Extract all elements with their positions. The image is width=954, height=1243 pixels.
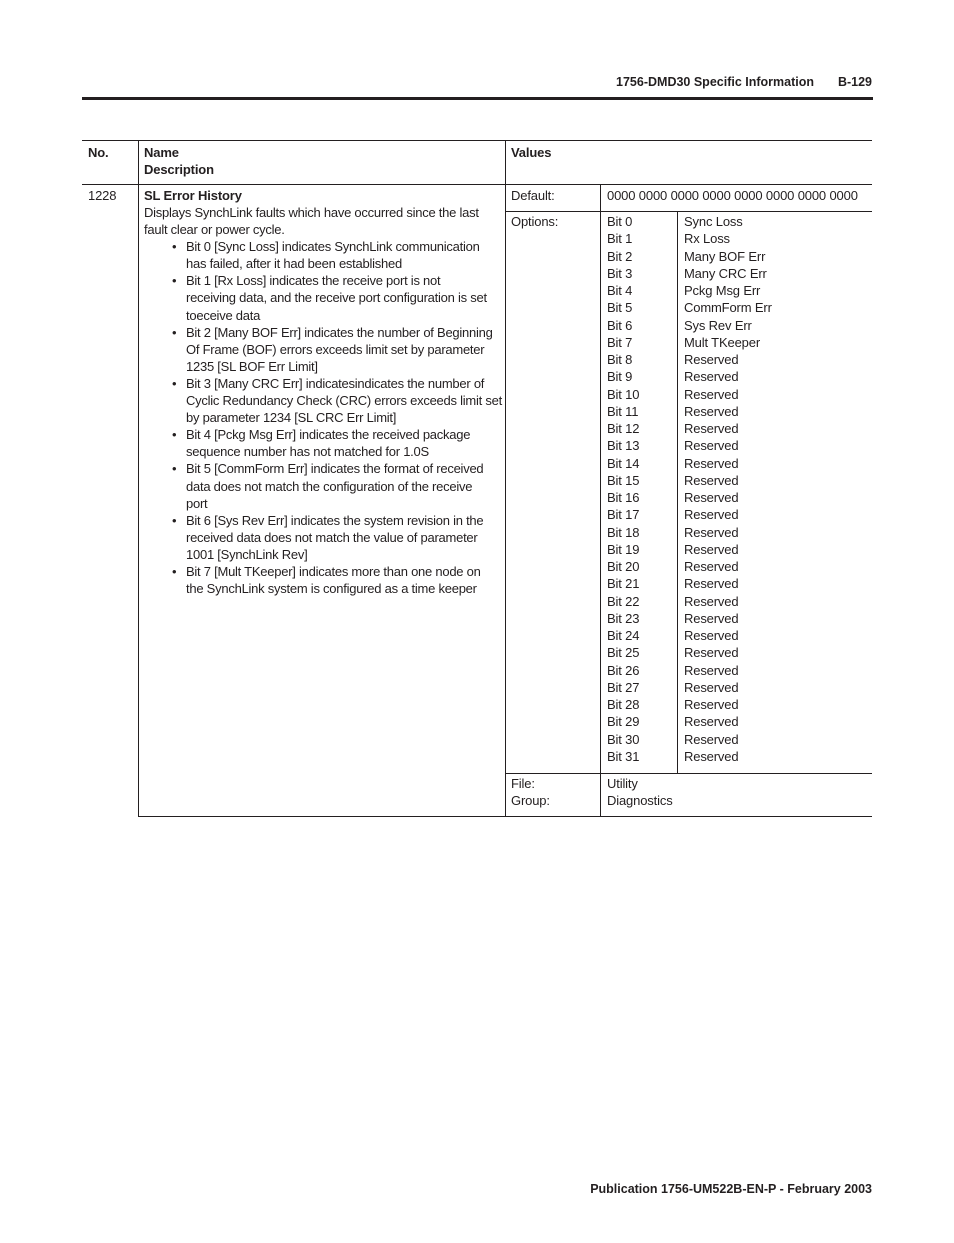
bit-name: Reserved — [684, 714, 739, 730]
col-divider-bits — [677, 211, 678, 773]
bit-name: Reserved — [684, 507, 739, 523]
bit-number: Bit 0 — [607, 214, 633, 229]
list-item-line: has failed, after it had been established — [186, 256, 402, 272]
bit-number: Bit 11 — [607, 403, 639, 419]
list-item-line: 1001 [SynchLink Rev] — [186, 546, 308, 562]
bit-name: CommForm Err — [684, 300, 772, 316]
list-item — [144, 375, 500, 426]
bit-name: Reserved — [684, 472, 739, 488]
header-bottom-rule — [82, 184, 872, 185]
bit-name: Sync Loss — [684, 214, 743, 229]
list-item-line: sequence number has not matched for 1.0S — [186, 444, 429, 460]
bit-number: Bit 16 — [607, 490, 640, 505]
options-label: Options: — [511, 214, 559, 229]
list-item-line: Of Frame (BOF) errors exceeds limit set by parameter — [186, 341, 485, 357]
bit-number: Bit 8 — [607, 352, 633, 367]
list-item — [144, 460, 500, 511]
list-item-line: port — [186, 495, 208, 511]
group-value: Diagnostics — [607, 793, 673, 808]
list-item-line: Bit 0 [Sync Loss] indicates SynchLink communication — [186, 239, 480, 255]
bit-number: Bit 26 — [607, 662, 640, 678]
list-item — [144, 324, 500, 375]
file-value: Utility — [607, 776, 638, 791]
bit-name: Reserved — [684, 369, 739, 385]
bit-name: Reserved — [684, 697, 739, 712]
col-divider-values — [600, 184, 601, 817]
bit-name: Reserved — [684, 645, 739, 661]
bit-name: Reserved — [684, 541, 739, 557]
bit-number: Bit 21 — [607, 576, 640, 592]
bit-name: Mult TKeeper — [684, 334, 760, 350]
bit-number: Bit 2 — [607, 248, 633, 264]
table-top-rule — [82, 140, 872, 141]
bit-name: Reserved — [684, 662, 739, 678]
bit-number: Bit 20 — [607, 559, 640, 574]
bit-name: Reserved — [684, 524, 739, 540]
bit-number: Bit 15 — [607, 472, 640, 488]
bit-number: Bit 24 — [607, 628, 640, 643]
parameter-name: SL Error History — [144, 188, 242, 203]
bit-name: Reserved — [684, 490, 739, 505]
bit-name: Reserved — [684, 438, 739, 454]
list-item-line: by parameter 1234 [SL CRC Err Limit] — [186, 410, 397, 426]
header-values: Values — [511, 145, 552, 160]
bit-name-column — [684, 213, 772, 765]
bit-name: Reserved — [684, 731, 739, 747]
page-number: B-129 — [837, 75, 872, 89]
list-item — [144, 272, 500, 323]
bit-number: Bit 7 — [607, 334, 633, 350]
bit-name: Reserved — [684, 559, 739, 574]
list-item-line: Bit 6 [Sys Rev Err] indicates the system revision in the — [186, 512, 484, 528]
col-divider-name — [505, 140, 506, 817]
bit-number: Bit 4 — [607, 283, 633, 298]
bit-name: Reserved — [684, 403, 739, 419]
col-divider-no — [138, 140, 139, 817]
parameter-number: 1228 — [88, 188, 117, 203]
list-item — [144, 563, 500, 597]
header-name: Name — [144, 145, 179, 160]
bit-number: Bit 22 — [607, 593, 640, 609]
list-item-line: data does not match the configuration of the receive — [186, 478, 473, 494]
bit-number: Bit 14 — [607, 455, 640, 471]
bullet-icon: • — [172, 239, 177, 255]
bit-number: Bit 1 — [607, 231, 633, 247]
bit-name: Reserved — [684, 748, 739, 764]
description-line: fault clear or power cycle. — [144, 222, 285, 238]
list-item-line: Bit 5 [CommForm Err] indicates the format of received — [186, 461, 484, 477]
header-description: Description — [144, 162, 214, 177]
header-no: No. — [88, 145, 109, 160]
bit-name: Many CRC Err — [684, 265, 767, 281]
list-item-line: Bit 4 [Pckg Msg Err] indicates the received package — [186, 427, 471, 443]
bit-name: Sys Rev Err — [684, 317, 752, 333]
list-item-line: Bit 3 [Many CRC Err] indicatesindicates the number of — [186, 375, 485, 391]
default-row-rule — [505, 211, 872, 212]
list-item — [144, 512, 500, 563]
options-row-rule — [505, 773, 872, 774]
group-label: Group: — [511, 793, 550, 808]
parameter-description — [144, 204, 500, 597]
bullet-icon: • — [172, 273, 177, 289]
bit-number: Bit 27 — [607, 679, 640, 695]
bit-number: Bit 19 — [607, 541, 640, 557]
bit-number-column — [607, 213, 639, 765]
bullet-icon: • — [172, 375, 177, 391]
bit-description-list — [144, 238, 500, 597]
bit-name: Reserved — [684, 421, 739, 436]
list-item-line: receiving data, and the receive port configuration is set — [186, 290, 487, 306]
list-item-line: Bit 1 [Rx Loss] indicates the receive port is not — [186, 273, 441, 289]
bit-number: Bit 3 — [607, 265, 633, 281]
bit-name: Pckg Msg Err — [684, 283, 761, 298]
list-item-line: Bit 2 [Many BOF Err] indicates the number of Beginning — [186, 324, 493, 340]
list-item-line: 1235 [SL BOF Err Limit] — [186, 358, 318, 374]
header-rule — [82, 97, 873, 100]
bit-number: Bit 10 — [607, 386, 640, 402]
bit-number: Bit 6 — [607, 317, 633, 333]
list-item-line: received data does not match the value of parameter — [186, 529, 478, 545]
bit-name: Reserved — [684, 628, 739, 643]
bit-name: Reserved — [684, 610, 739, 626]
bullet-icon: • — [172, 427, 177, 443]
bit-number: Bit 25 — [607, 645, 640, 661]
list-item — [144, 426, 500, 460]
file-label: File: — [511, 776, 535, 791]
default-value: 0000 0000 0000 0000 0000 0000 0000 0000 — [607, 188, 858, 203]
publication-footer: Publication 1756-UM522B-EN-P - February 2003 — [590, 1182, 872, 1196]
bit-number: Bit 28 — [607, 697, 640, 712]
list-item-line: the SynchLink system is configured as a time keeper — [186, 581, 477, 597]
bit-name: Reserved — [684, 593, 739, 609]
bit-number: Bit 17 — [607, 507, 640, 523]
description-line: Displays SynchLink faults which have occurred since the last — [144, 205, 479, 220]
bullet-icon: • — [172, 461, 177, 477]
default-label: Default: — [511, 188, 555, 203]
list-item — [144, 238, 500, 272]
table-bottom-rule — [138, 816, 872, 817]
list-item-line: Cyclic Redundancy Check (CRC) errors exceeds limit set — [186, 393, 502, 409]
bit-number: Bit 18 — [607, 524, 640, 540]
bit-name: Reserved — [684, 576, 739, 592]
bullet-icon: • — [172, 324, 177, 340]
bit-number: Bit 5 — [607, 300, 633, 316]
bit-number: Bit 23 — [607, 610, 640, 626]
bit-number: Bit 9 — [607, 369, 633, 385]
bit-name: Reserved — [684, 679, 739, 695]
bit-number: Bit 12 — [607, 421, 640, 436]
list-item-line: toeceive data — [186, 307, 261, 323]
bit-number: Bit 29 — [607, 714, 640, 730]
list-item-line: Bit 7 [Mult TKeeper] indicates more than one node on — [186, 563, 481, 579]
bit-number: Bit 30 — [607, 731, 640, 747]
bit-name: Rx Loss — [684, 231, 730, 247]
bullet-icon: • — [172, 563, 177, 579]
bit-name: Reserved — [684, 352, 739, 367]
bit-number: Bit 13 — [607, 438, 640, 454]
bit-name: Reserved — [684, 455, 739, 471]
running-header-title: 1756-DMD30 Specific Information — [616, 75, 814, 89]
bit-name: Reserved — [684, 386, 739, 402]
bit-number: Bit 31 — [607, 748, 640, 764]
bullet-icon: • — [172, 512, 177, 528]
bit-name: Many BOF Err — [684, 248, 766, 264]
